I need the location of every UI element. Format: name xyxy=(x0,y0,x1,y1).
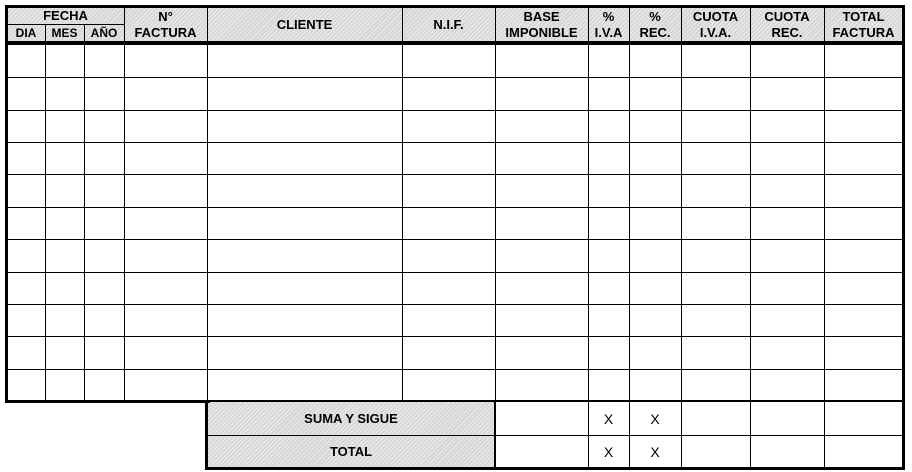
entry-cell-ano[interactable] xyxy=(84,207,124,239)
suma-rec-x: X xyxy=(650,410,660,427)
entry-cell-dia[interactable] xyxy=(7,304,45,336)
header-mes xyxy=(45,24,84,42)
entry-cell-mes[interactable] xyxy=(45,369,84,401)
entry-cell-n-factura[interactable] xyxy=(124,304,207,336)
entry-cell-base-imponible[interactable] xyxy=(495,272,588,304)
header-div-nif xyxy=(402,7,403,42)
entry-cell-n-factura[interactable] xyxy=(124,207,207,239)
entry-cell-ano[interactable] xyxy=(84,272,124,304)
header-div-cuota-rec xyxy=(750,7,751,42)
header-fecha-divider xyxy=(7,24,124,25)
suma-cuota-rec-input[interactable] xyxy=(750,402,824,435)
entry-cell-cliente[interactable] xyxy=(207,336,402,369)
header-div-iva xyxy=(588,7,589,42)
entry-cell-pct-iva[interactable] xyxy=(588,369,629,401)
total-iva-x: X xyxy=(603,443,614,460)
suma-y-sigue-cell xyxy=(207,402,495,435)
entry-cell-nif[interactable] xyxy=(402,142,495,174)
entry-cell-base-imponible[interactable] xyxy=(495,336,588,369)
header-fecha-label: FECHA xyxy=(43,7,88,23)
footer-top-rule xyxy=(207,400,905,402)
suma-total-input[interactable] xyxy=(824,402,903,435)
entry-cell-total-factura[interactable] xyxy=(824,45,903,77)
suma-cuota-iva-input[interactable] xyxy=(681,402,750,435)
entry-cell-mes[interactable] xyxy=(45,174,84,207)
total-base-input[interactable] xyxy=(495,435,588,468)
entry-cell-total-factura[interactable] xyxy=(824,304,903,336)
header-mes-label: MES xyxy=(51,26,78,40)
entry-cell-mes[interactable] xyxy=(45,45,84,77)
entry-cell-nif[interactable] xyxy=(402,336,495,369)
entry-cell-ano[interactable] xyxy=(84,239,124,272)
total-cuota-iva-input[interactable] xyxy=(681,435,750,468)
suma-iva-mark xyxy=(588,402,629,435)
entry-cell-pct-rec[interactable] xyxy=(629,207,681,239)
header-div-rec xyxy=(629,7,630,42)
entry-cell-dia[interactable] xyxy=(7,272,45,304)
entry-cell-cliente[interactable] xyxy=(207,77,402,110)
entry-cell-ano[interactable] xyxy=(84,110,124,142)
header-ano-label: AÑO xyxy=(90,26,118,40)
header-cliente xyxy=(207,7,402,42)
entry-cell-mes[interactable] xyxy=(45,110,84,142)
entry-cell-cliente[interactable] xyxy=(207,45,402,77)
entry-cell-nif[interactable] xyxy=(402,110,495,142)
entry-cell-total-factura[interactable] xyxy=(824,110,903,142)
header-div-nfactura xyxy=(124,7,125,42)
header-dia xyxy=(7,24,45,42)
entry-cell-n-factura[interactable] xyxy=(124,369,207,401)
entry-cell-pct-rec[interactable] xyxy=(629,304,681,336)
entry-cell-nif[interactable] xyxy=(402,207,495,239)
footer-div-total xyxy=(824,402,825,468)
footer-mid-line xyxy=(207,435,903,436)
entry-cell-pct-rec[interactable] xyxy=(629,110,681,142)
entry-cell-cuota-rec[interactable] xyxy=(750,142,824,174)
entry-cell-cliente[interactable] xyxy=(207,304,402,336)
entry-cell-total-factura[interactable] xyxy=(824,142,903,174)
header-div-base xyxy=(495,7,496,42)
entry-cell-base-imponible[interactable] xyxy=(495,77,588,110)
entry-cell-nif[interactable] xyxy=(402,304,495,336)
entry-cell-cuota-iva[interactable] xyxy=(681,239,750,272)
header-div-cliente xyxy=(207,7,208,42)
entry-cell-cuota-rec[interactable] xyxy=(750,207,824,239)
total-rec-x: X xyxy=(650,443,660,460)
entry-cell-cuota-iva[interactable] xyxy=(681,304,750,336)
entry-cell-ano[interactable] xyxy=(84,77,124,110)
header-div-total xyxy=(824,7,825,42)
header-total-factura xyxy=(824,7,903,42)
entry-cell-total-factura[interactable] xyxy=(824,336,903,369)
footer-bottom-border xyxy=(205,467,905,470)
header-pct-rec-line2: REC. xyxy=(639,24,671,40)
entry-cell-pct-iva[interactable] xyxy=(588,239,629,272)
header-n-factura-line1: N° xyxy=(158,8,173,24)
entry-cell-pct-iva[interactable] xyxy=(588,77,629,110)
total-iva-mark xyxy=(588,435,629,468)
entry-cell-base-imponible[interactable] xyxy=(495,239,588,272)
entry-cell-total-factura[interactable] xyxy=(824,239,903,272)
entry-cell-n-factura[interactable] xyxy=(124,45,207,77)
entry-cell-dia[interactable] xyxy=(7,369,45,401)
entry-cell-nif[interactable] xyxy=(402,239,495,272)
footer-div-rec xyxy=(629,402,630,468)
footer-label-right xyxy=(494,402,496,468)
entry-cell-base-imponible[interactable] xyxy=(495,45,588,77)
header-n-factura-line2: FACTURA xyxy=(134,24,197,40)
entry-cell-n-factura[interactable] xyxy=(124,174,207,207)
entry-cell-ano[interactable] xyxy=(84,336,124,369)
entry-cell-cuota-iva[interactable] xyxy=(681,369,750,401)
header-bottom-rule xyxy=(5,41,905,45)
entry-cell-n-factura[interactable] xyxy=(124,239,207,272)
header-fecha xyxy=(7,7,124,24)
header-base-imponible xyxy=(495,7,588,42)
border-top xyxy=(5,5,905,8)
entry-cell-cuota-rec[interactable] xyxy=(750,272,824,304)
entry-cell-cuota-rec[interactable] xyxy=(750,336,824,369)
header-cuota-rec xyxy=(750,7,824,42)
entry-cell-cuota-iva[interactable] xyxy=(681,272,750,304)
entry-cell-cuota-iva[interactable] xyxy=(681,45,750,77)
entry-cell-mes[interactable] xyxy=(45,77,84,110)
header-pct-rec xyxy=(629,7,681,42)
entry-cell-dia[interactable] xyxy=(7,45,45,77)
entry-cell-total-factura[interactable] xyxy=(824,207,903,239)
header-cuota-rec-line1: CUOTA xyxy=(764,8,810,24)
suma-base-input[interactable] xyxy=(495,402,588,435)
entry-cell-cuota-rec[interactable] xyxy=(750,369,824,401)
header-cuota-iva-line1: CUOTA xyxy=(692,8,739,24)
entry-cell-nif[interactable] xyxy=(402,369,495,401)
entry-cell-nif[interactable] xyxy=(402,272,495,304)
footer-div-cuota-rec xyxy=(750,402,751,468)
border-left xyxy=(5,5,8,403)
header-nif-label: N.I.F. xyxy=(433,16,464,32)
entry-cell-cuota-rec[interactable] xyxy=(750,45,824,77)
entry-cell-mes[interactable] xyxy=(45,207,84,239)
total-total-input[interactable] xyxy=(824,435,903,468)
body-bottom-rule xyxy=(5,400,210,403)
entry-cell-base-imponible[interactable] xyxy=(495,142,588,174)
entry-cell-pct-iva[interactable] xyxy=(588,304,629,336)
entry-cell-dia[interactable] xyxy=(7,239,45,272)
entry-cell-pct-iva[interactable] xyxy=(588,142,629,174)
entry-cell-dia[interactable] xyxy=(7,77,45,110)
entry-cell-total-factura[interactable] xyxy=(824,174,903,207)
entry-cell-ano[interactable] xyxy=(84,369,124,401)
header-pct-iva-line1: % xyxy=(602,8,615,24)
entry-cell-pct-rec[interactable] xyxy=(629,336,681,369)
entry-cell-cliente[interactable] xyxy=(207,272,402,304)
entry-cell-base-imponible[interactable] xyxy=(495,304,588,336)
header-n-factura xyxy=(124,7,207,42)
entry-cell-pct-iva[interactable] xyxy=(588,336,629,369)
entry-cell-cliente[interactable] xyxy=(207,142,402,174)
header-cliente-label: CLIENTE xyxy=(276,16,333,32)
header-pct-rec-line1: % xyxy=(649,8,661,24)
entry-cell-n-factura[interactable] xyxy=(124,77,207,110)
entry-cell-pct-iva[interactable] xyxy=(588,207,629,239)
entry-cell-cliente[interactable] xyxy=(207,239,402,272)
entry-cell-total-factura[interactable] xyxy=(824,369,903,401)
entry-cell-cuota-rec[interactable] xyxy=(750,239,824,272)
header-total-line2: FACTURA xyxy=(832,24,895,40)
entry-cell-cliente[interactable] xyxy=(207,174,402,207)
entry-cell-cuota-iva[interactable] xyxy=(681,174,750,207)
entry-cell-mes[interactable] xyxy=(45,272,84,304)
entry-cell-dia[interactable] xyxy=(7,110,45,142)
entry-cell-pct-iva[interactable] xyxy=(588,174,629,207)
entry-cell-mes[interactable] xyxy=(45,336,84,369)
entry-cell-cuota-iva[interactable] xyxy=(681,336,750,369)
footer-div-iva xyxy=(588,402,589,468)
entry-cell-mes[interactable] xyxy=(45,304,84,336)
entry-cell-cuota-iva[interactable] xyxy=(681,142,750,174)
entry-cell-dia[interactable] xyxy=(7,142,45,174)
entry-cell-n-factura[interactable] xyxy=(124,336,207,369)
entry-cell-dia[interactable] xyxy=(7,336,45,369)
header-cuota-iva-line2: I.V.A. xyxy=(699,24,732,40)
entry-cell-pct-rec[interactable] xyxy=(629,272,681,304)
entry-cell-cuota-rec[interactable] xyxy=(750,174,824,207)
footer-left-border xyxy=(205,400,208,470)
header-total-line1: TOTAL xyxy=(842,8,885,24)
entry-cell-n-factura[interactable] xyxy=(124,272,207,304)
entry-cell-ano[interactable] xyxy=(84,45,124,77)
suma-y-sigue-label: SUMA Y SIGUE xyxy=(304,410,398,426)
header-div-cuota-iva xyxy=(681,7,682,42)
entry-cell-cuota-iva[interactable] xyxy=(681,110,750,142)
entry-cell-pct-rec[interactable] xyxy=(629,174,681,207)
header-dia-label: DIA xyxy=(15,26,37,40)
total-label: TOTAL xyxy=(329,443,373,459)
suma-rec-mark xyxy=(629,402,681,435)
entry-cell-total-factura[interactable] xyxy=(824,272,903,304)
entry-cell-pct-rec[interactable] xyxy=(629,369,681,401)
entry-cell-mes[interactable] xyxy=(45,142,84,174)
suma-iva-x: X xyxy=(603,410,614,427)
entry-cell-ano[interactable] xyxy=(84,304,124,336)
entry-cell-mes[interactable] xyxy=(45,239,84,272)
entry-cell-base-imponible[interactable] xyxy=(495,207,588,239)
header-div-mes xyxy=(45,24,46,42)
entry-cell-nif[interactable] xyxy=(402,174,495,207)
entry-cell-nif[interactable] xyxy=(402,45,495,77)
header-pct-iva-line2: I.V.A xyxy=(594,24,623,40)
footer-div-cuota-iva xyxy=(681,402,682,468)
header-div-ano xyxy=(84,24,85,42)
entry-cell-pct-iva[interactable] xyxy=(588,272,629,304)
total-rec-mark xyxy=(629,435,681,468)
entry-cell-ano[interactable] xyxy=(84,174,124,207)
total-cell xyxy=(207,435,495,468)
total-cuota-rec-input[interactable] xyxy=(750,435,824,468)
entry-cell-cuota-rec[interactable] xyxy=(750,304,824,336)
entry-cell-dia[interactable] xyxy=(7,207,45,239)
entry-cell-n-factura[interactable] xyxy=(124,142,207,174)
entry-cell-base-imponible[interactable] xyxy=(495,110,588,142)
entry-cell-pct-rec[interactable] xyxy=(629,239,681,272)
header-cuota-rec-line2: REC. xyxy=(771,24,803,40)
entry-cell-base-imponible[interactable] xyxy=(495,369,588,401)
entry-cell-cuota-iva[interactable] xyxy=(681,207,750,239)
header-base-line2: IMPONIBLE xyxy=(505,24,578,40)
entry-cell-base-imponible[interactable] xyxy=(495,174,588,207)
entry-cell-cliente[interactable] xyxy=(207,110,402,142)
header-base-line1: BASE xyxy=(523,8,560,24)
entry-cell-dia[interactable] xyxy=(7,174,45,207)
entry-cell-cuota-rec[interactable] xyxy=(750,110,824,142)
entry-cell-n-factura[interactable] xyxy=(124,110,207,142)
entry-cell-cuota-rec[interactable] xyxy=(750,77,824,110)
header-pct-iva xyxy=(588,7,629,42)
entry-cell-pct-rec[interactable] xyxy=(629,45,681,77)
entry-cell-pct-rec[interactable] xyxy=(629,77,681,110)
header-nif xyxy=(402,7,495,42)
entry-cell-cliente[interactable] xyxy=(207,369,402,401)
header-cuota-iva xyxy=(681,7,750,42)
entry-cell-ano[interactable] xyxy=(84,142,124,174)
header-ano xyxy=(84,24,124,42)
entry-cell-pct-iva[interactable] xyxy=(588,110,629,142)
entry-cell-nif[interactable] xyxy=(402,77,495,110)
entry-cell-cliente[interactable] xyxy=(207,207,402,239)
entry-cell-total-factura[interactable] xyxy=(824,77,903,110)
entry-cell-cuota-iva[interactable] xyxy=(681,77,750,110)
entry-cell-pct-rec[interactable] xyxy=(629,142,681,174)
entry-cell-pct-iva[interactable] xyxy=(588,45,629,77)
